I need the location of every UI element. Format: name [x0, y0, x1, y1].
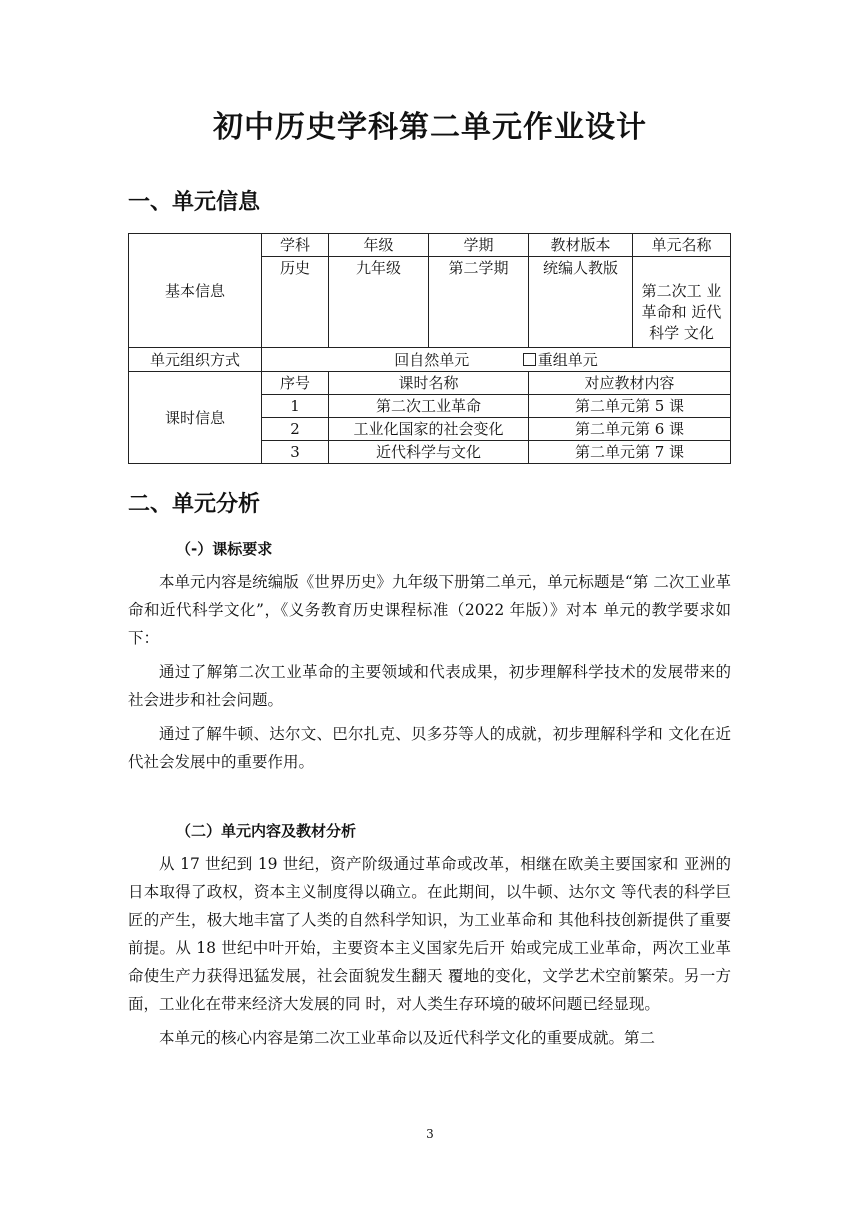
- paragraph: 通过了解第二次工业革命的主要领域和代表成果，初步理解科学技术的发展带来的社会进步和社会问题。: [128, 663, 731, 709]
- lesson-name: 第二次工业革命: [329, 395, 529, 418]
- lesson-info-label: 课时信息: [129, 372, 262, 464]
- lesson-no: 3: [262, 441, 329, 464]
- subheading-content-analysis: （二）单元内容及教材分析: [176, 822, 357, 840]
- org-method-options: [262, 348, 731, 372]
- header-subject: 学科: [262, 234, 329, 257]
- lesson-name: 工业化国家的社会变化: [329, 418, 529, 441]
- lesson-header-name: 课时名称: [329, 372, 529, 395]
- value-term: 第二学期: [429, 257, 529, 348]
- subheading-curriculum-requirements: （-）课标要求: [176, 540, 273, 558]
- lesson-content: 第二单元第 5 课: [529, 395, 731, 418]
- document-title: 初中历史学科第二单元作业设计: [213, 110, 647, 145]
- lesson-no: 1: [262, 395, 329, 418]
- value-textbook: 统编人教版: [529, 257, 633, 348]
- org-method-label: 单元组织方式: [129, 348, 262, 372]
- unit-name-line: 科学 文化: [649, 324, 714, 342]
- lesson-content: 第二单元第 6 课: [529, 418, 731, 441]
- regroup-unit-option: 重组单元: [537, 350, 598, 369]
- basic-info-label: 基本信息: [129, 234, 262, 348]
- checkbox-icon: [523, 353, 536, 366]
- value-subject: 历史: [262, 257, 329, 348]
- lesson-header-content: 对应教材内容: [529, 372, 731, 395]
- unit-info-table: [128, 233, 731, 464]
- unit-name-line: 革命和 近代: [641, 303, 722, 321]
- section-heading-unit-info: 一、单元信息: [128, 190, 261, 215]
- lesson-content: 第二单元第 7 课: [529, 441, 731, 464]
- paragraph: 通过了解牛顿、达尔文、巴尔扎克、贝多芬等人的成就，初步理解科学和 文化在近代社会发展中的重要作用。: [128, 725, 731, 771]
- natural-unit-option: 回自然单元: [394, 350, 470, 369]
- content-analysis-text: [128, 850, 731, 1052]
- header-grade: 年级: [329, 234, 429, 257]
- page-number: 3: [426, 1127, 434, 1141]
- paragraph: 从 17 世纪到 19 世纪，资产阶级通过革命或改革，相继在欧美主要国家和 亚洲的日本取得了政权，资本主义制度得以确立。在此期间，以牛顿、达尔文 等代表的科学巨匠的产生，极大地丰富了人类的自然科学知识，为工业革命和 其他科技创新提供了重要前提。从 18 世纪中叶开始，主要资本主义国家先后开 始或完成工业革命，两次工业革命使生产力获得迅猛发展，社会面貌发生翻天 覆地的变化，文学艺术空前繁荣。另一方面，工业化在带来经济大发展的同 时，对人类生存环境的破坏问题已经显现。: [128, 855, 731, 1013]
- value-grade: 九年级: [329, 257, 429, 348]
- curriculum-requirements-text: [128, 568, 731, 776]
- header-textbook: 教材版本: [529, 234, 633, 257]
- paragraph: 本单元的核心内容是第二次工业革命以及近代科学文化的重要成就。第二: [159, 1029, 656, 1047]
- value-unit-name: [633, 257, 731, 348]
- lesson-header-no: 序号: [262, 372, 329, 395]
- section-heading-unit-analysis: 二、单元分析: [128, 492, 261, 517]
- header-term: 学期: [429, 234, 529, 257]
- unit-name-line: 第二次工 业: [641, 282, 722, 300]
- paragraph: 本单元内容是统编版《世界历史》九年级下册第二单元，单元标题是“第 二次工业革命和近代科学文化”，《义务教育历史课程标准（2022 年版）》对本 单元的教学要求如下：: [128, 573, 731, 647]
- lesson-name: 近代科学与文化: [329, 441, 529, 464]
- header-unit-name: 单元名称: [633, 234, 731, 257]
- lesson-no: 2: [262, 418, 329, 441]
